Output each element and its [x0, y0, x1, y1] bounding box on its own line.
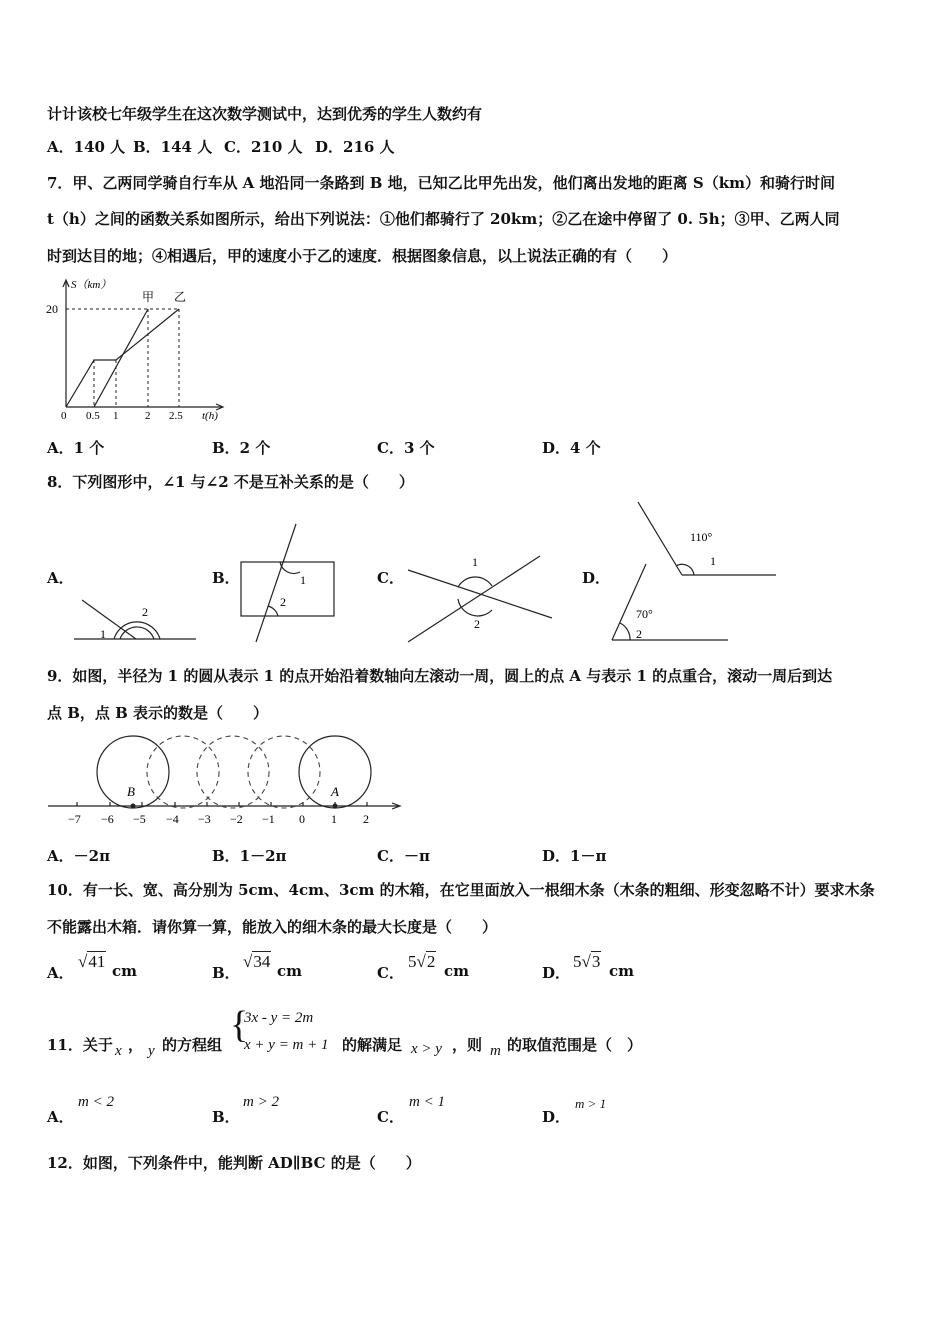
q9-line1: 9．如图，半径为 1 的圆从表示 1 的点开始沿着数轴向左滚动一周，圆上的点 A 与表示 1 的点重合，滚动一周后到达: [47, 667, 833, 685]
q8-c-label-1: 1: [472, 555, 478, 569]
q9-tick-neg1: −1: [262, 812, 275, 826]
q7-xtick-1: 1: [113, 410, 119, 421]
q9-number-line-figure: [44, 732, 404, 827]
q6-option-c: C．210 人: [224, 138, 303, 156]
q9-tick-neg2: −2: [230, 812, 243, 826]
q11-option-a-expr: m < 2: [78, 1094, 114, 1110]
q10-option-b-unit: cm: [277, 962, 303, 980]
q10-option-a-unit: cm: [112, 962, 138, 980]
q8-c-label-2: 2: [474, 617, 480, 631]
q8-figure-b: [236, 520, 346, 645]
q11-eq2: x + y = m + 1: [244, 1037, 329, 1053]
q8-d-angle-110: 110°: [690, 530, 713, 544]
q9-option-c: C．－π: [377, 847, 430, 865]
q9-point-b: B: [127, 784, 135, 799]
q10-option-c-unit: cm: [444, 962, 470, 980]
q8-a-label-1: 1: [100, 627, 106, 641]
q10-option-c-letter: C．: [377, 964, 404, 982]
q8-d-label-2: 2: [636, 627, 642, 641]
q7-option-b: B．2 个: [212, 439, 271, 457]
q7-option-c: C．3 个: [377, 439, 435, 457]
q10-line1: 10．有一长、宽、高分别为 5cm、4cm、3cm 的木箱，在它里面放入一根细木条（木条的粗细、形变忽略不计）要求木条: [47, 881, 875, 899]
q11-option-d-letter: D．: [542, 1108, 571, 1126]
q7-ytick-20: 20: [46, 302, 58, 316]
q7-option-a: A．1 个: [47, 439, 105, 457]
q6-option-b: B．144 人: [133, 138, 213, 156]
q11-option-b-letter: B．: [212, 1108, 240, 1126]
q11-brace: {: [230, 1004, 249, 1046]
q11-comma: ，: [128, 1036, 144, 1054]
q8-option-d: D．: [582, 569, 611, 587]
q10-option-d-letter: D．: [542, 964, 571, 982]
q11-option-b-expr: m > 2: [243, 1094, 279, 1110]
q10-option-d-unit: cm: [609, 962, 635, 980]
q8-option-c: C．: [377, 569, 404, 587]
q7-xtick-2.5: 2.5: [169, 410, 183, 421]
q9-line2: 点 B，点 B 表示的数是（ ）: [47, 704, 269, 722]
q10-option-b-letter: B．: [212, 964, 240, 982]
q9-option-d: D．1－π: [542, 847, 607, 865]
q6-option-d: D．216 人: [315, 138, 395, 156]
q9-tick-1: 1: [331, 812, 337, 826]
q7-line3: 时到达目的地；④相遇后，甲的速度小于乙的速度．根据图象信息，以上说法正确的有（ ）: [47, 247, 678, 265]
q8-b-label-2: 2: [280, 595, 286, 609]
q7-xlabel: t(h): [202, 410, 218, 421]
q8-a-label-2: 2: [142, 605, 148, 619]
q11-var-x: x: [115, 1043, 122, 1059]
q11-prefix: 11．关于: [47, 1036, 113, 1054]
q7-xtick-0: 0: [61, 410, 67, 421]
q8-b-label-1: 1: [300, 573, 306, 587]
q9-tick-neg5: −5: [133, 812, 146, 826]
q8-figure-c: [400, 550, 560, 645]
q9-point-a: A: [331, 784, 339, 799]
q9-tick-neg7: −7: [68, 812, 81, 826]
q9-option-a: A．－2π: [47, 847, 111, 865]
q8-figure-d: [600, 498, 785, 645]
q11-option-a-letter: A．: [47, 1108, 74, 1126]
q11-option-c-expr: m < 1: [409, 1094, 445, 1110]
q7-distance-time-graph: [44, 276, 234, 421]
q7-xtick-0.5: 0.5: [86, 410, 100, 421]
q10-line2: 不能露出木箱．请你算一算，能放入的细木条的最大长度是（ ）: [47, 918, 498, 936]
q7-label-jia: 甲: [142, 290, 155, 304]
q11-suffix: 的取值范围是（ ）: [507, 1036, 643, 1054]
q9-tick-2: 2: [363, 812, 369, 826]
q10-option-a-letter: A．: [47, 964, 74, 982]
q8-d-label-1: 1: [710, 554, 716, 568]
q10-option-a-sqrt: √41: [78, 952, 106, 971]
q6-text: 计计该校七年级学生在这次数学测试中，达到优秀的学生人数约有: [47, 105, 483, 123]
q9-tick-0: 0: [299, 812, 305, 826]
q8-option-a: A．: [47, 569, 74, 587]
q11-option-d-expr: m > 1: [575, 1096, 607, 1111]
q7-ylabel: S（km）: [71, 279, 112, 291]
q7-line2: t（h）之间的函数关系如图所示，给出下列说法：①他们都骑行了 20km；②乙在途中停留了 0. 5h；③甲、乙两人同: [47, 210, 840, 228]
q7-line1: 7．甲、乙两同学骑自行车从 A 地沿同一条路到 B 地，已知乙比甲先出发，他们离出发地的距离 S（km）和骑行时间: [47, 174, 835, 192]
q10-option-c-sqrt: 5√2: [408, 952, 436, 971]
q8-d-angle-70: 70°: [636, 607, 653, 621]
q8-figure-a: [70, 595, 200, 645]
q11-var-y: y: [148, 1043, 155, 1059]
q9-tick-neg6: −6: [101, 812, 114, 826]
q11-cond: x > y: [411, 1041, 442, 1057]
q7-option-d: D．4 个: [542, 439, 601, 457]
q11-eq1: 3x - y = 2m: [244, 1010, 314, 1026]
q11-mid: 的方程组: [162, 1036, 223, 1054]
q10-option-b-sqrt: √34: [243, 952, 271, 971]
q7-label-yi: 乙: [174, 290, 187, 304]
q11-option-c-letter: C．: [377, 1108, 404, 1126]
q8-option-b: B．: [212, 569, 240, 587]
q9-tick-neg3: −3: [198, 812, 211, 826]
q12-text: 12．如图，下列条件中，能判断 AD∥BC 的是（ ）: [47, 1154, 421, 1172]
q11-var-m: m: [490, 1043, 501, 1059]
q10-option-d-sqrt: 5√3: [573, 952, 601, 971]
q7-xtick-2: 2: [145, 410, 151, 421]
q9-option-b: B．1－2π: [212, 847, 287, 865]
q6-option-a: A．140 人: [47, 138, 126, 156]
q11-mid2: 的解满足: [342, 1036, 403, 1054]
q8-text: 8．下列图形中，∠1 与∠2 不是互补关系的是（ ）: [47, 473, 414, 491]
q11-mid3: ，则: [452, 1036, 483, 1054]
q9-tick-neg4: −4: [166, 812, 179, 826]
